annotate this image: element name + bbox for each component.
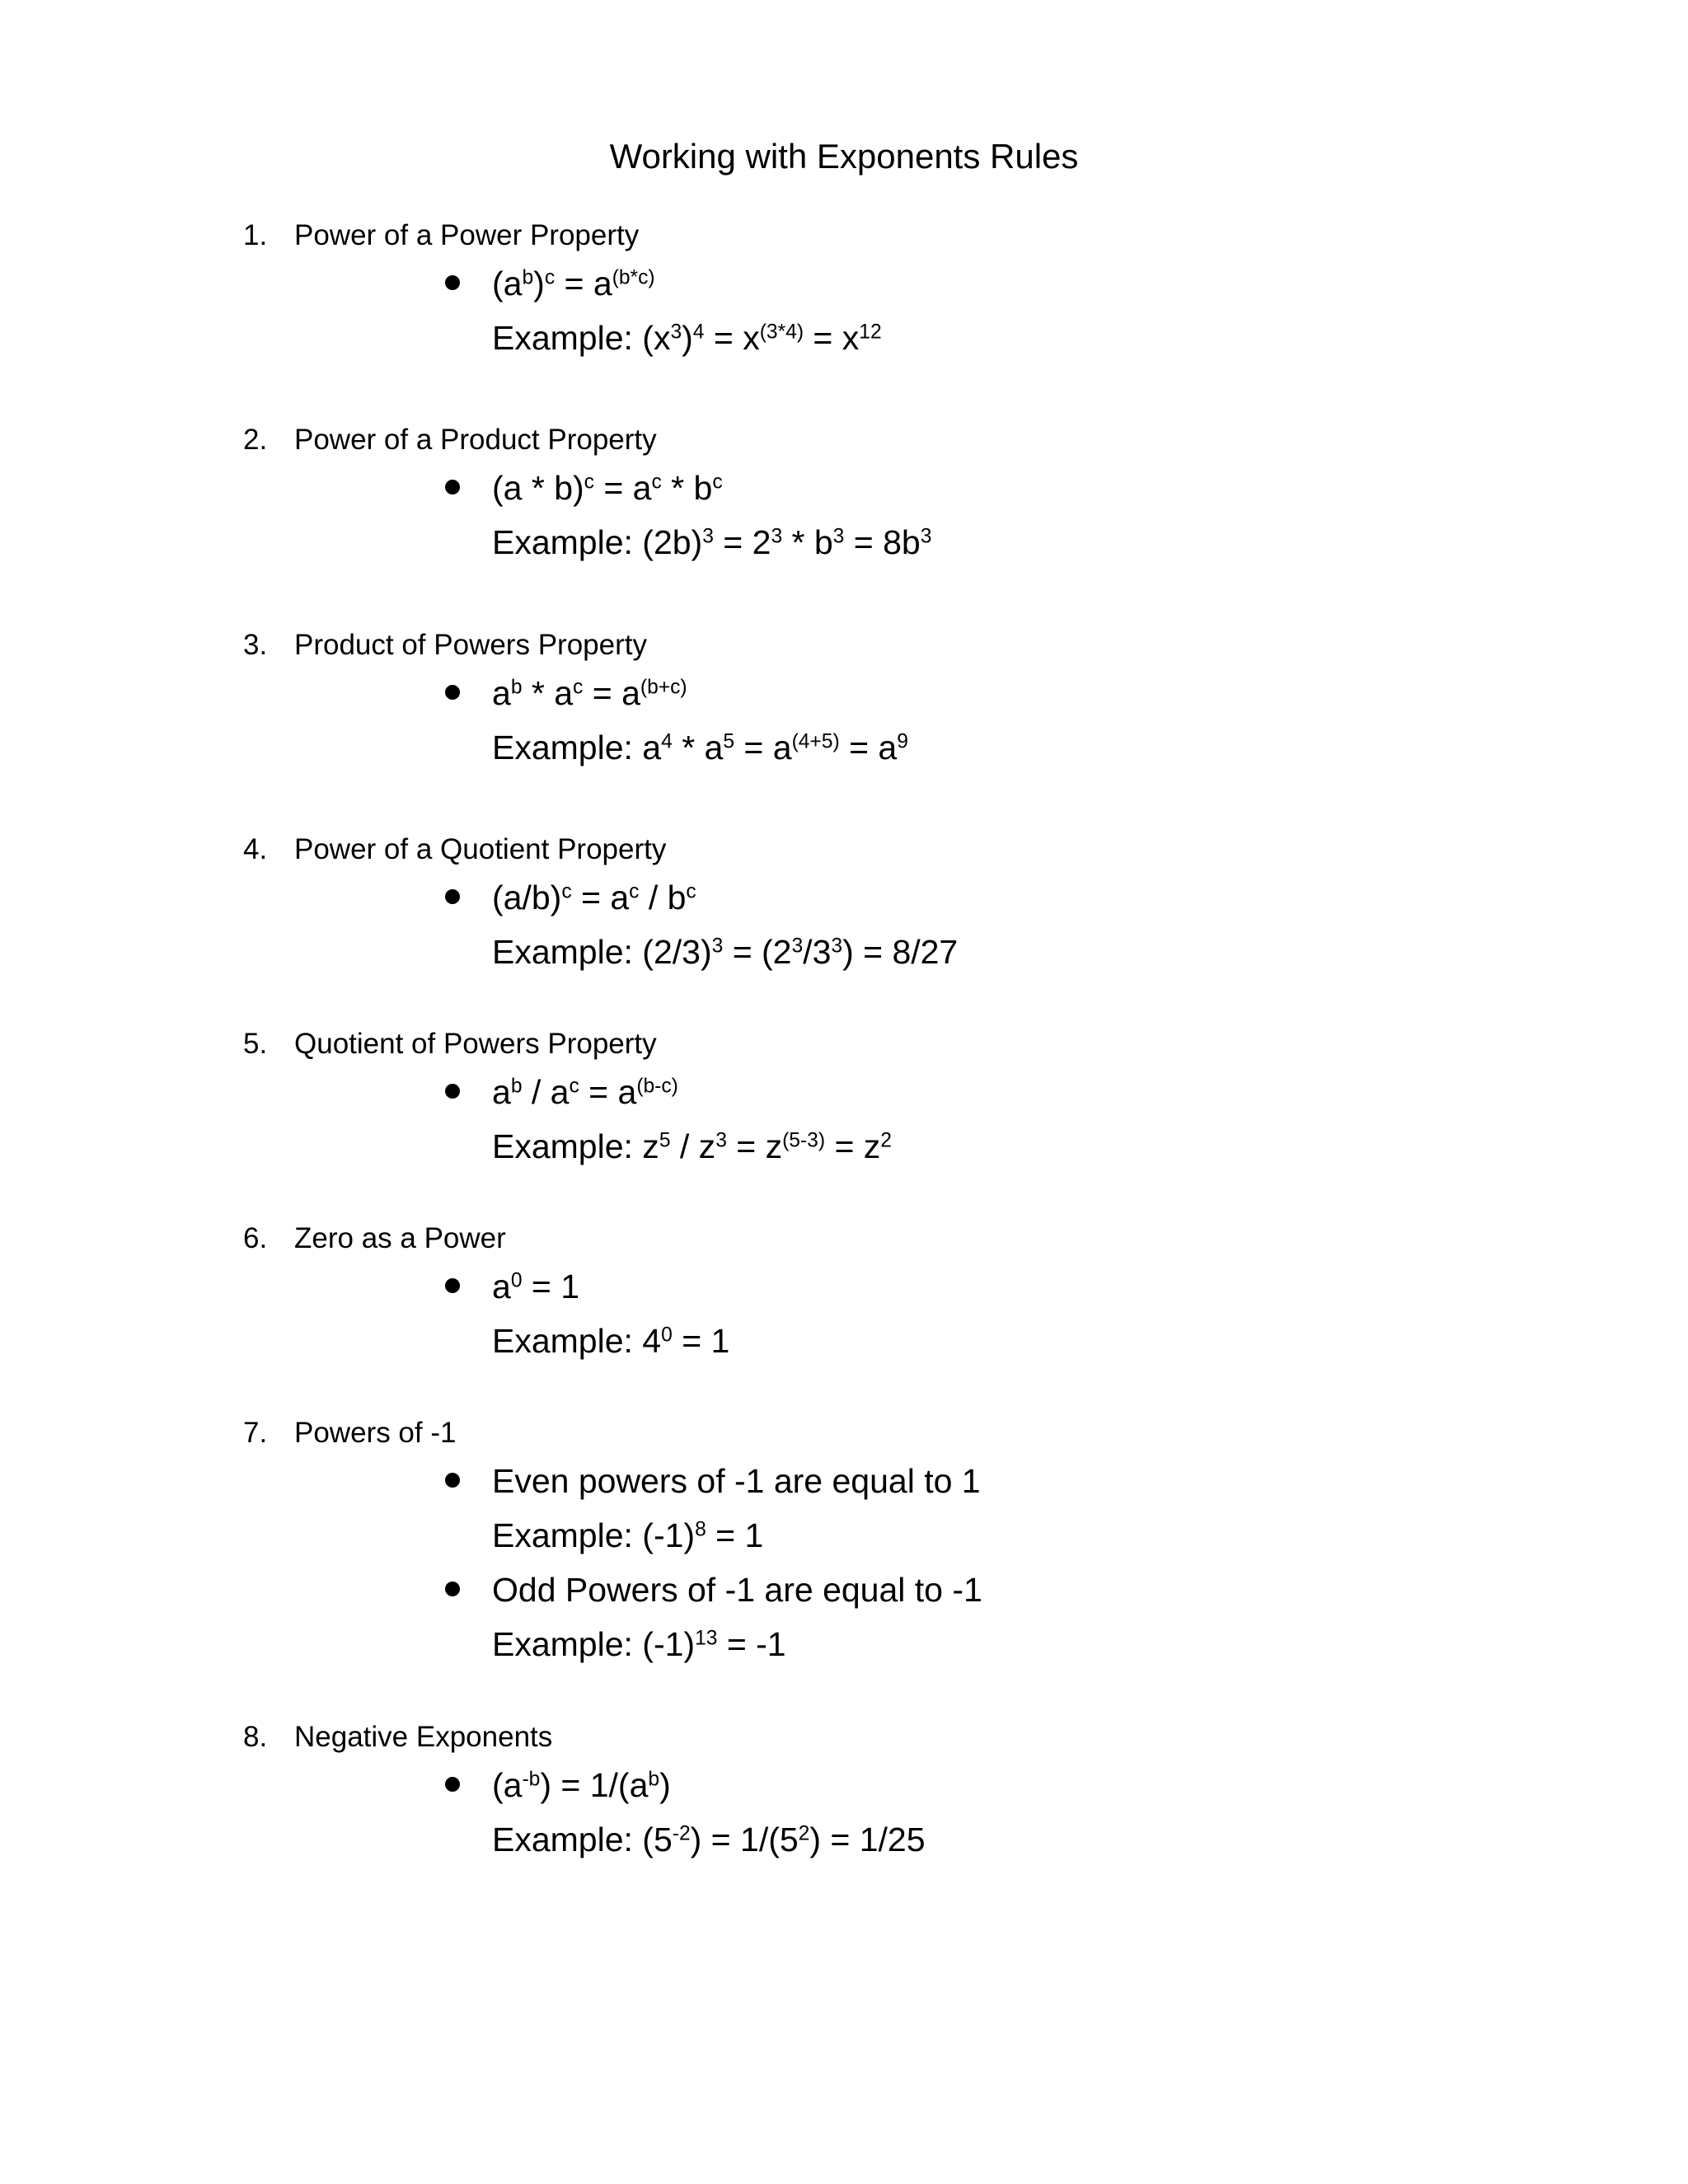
bullet-dot-icon [445,1777,460,1792]
rule-formula: $a^0 = 1$ [492,1268,580,1305]
rule-example: Example: $(-1)^8 = 1$ [492,1516,764,1554]
superscript: 2 [798,1822,810,1845]
rule-number: 5. [243,1028,268,1060]
superscript: 5 [723,730,735,753]
rule-heading [243,218,639,253]
superscript: (3*4) [759,321,804,344]
rule-heading [243,1720,552,1755]
superscript: b [510,676,523,699]
superscript: b [510,1075,523,1098]
superscript: c [544,266,556,289]
rule-name: Negative Exponents [294,1721,553,1753]
bullet-dot-icon [445,480,460,494]
rule-heading [243,1416,456,1451]
superscript: 2 [880,1129,892,1152]
rule-example: Example: $4^0 = 1$ [492,1322,730,1360]
superscript: 3 [702,525,714,548]
rule-name: Quotient of Powers Property [294,1028,657,1060]
bullet-dot-icon [445,1278,460,1293]
superscript: 3 [670,321,682,344]
superscript: c [561,880,572,903]
superscript: 12 [859,321,882,344]
rule-number: 2. [243,424,268,456]
superscript: -2 [672,1822,691,1845]
rule-heading [243,1027,657,1062]
superscript: 3 [711,935,724,958]
superscript: 3 [920,525,932,548]
superscript: (5-3) [782,1129,826,1152]
bullet-dot-icon [445,1582,460,1596]
rule-number: 7. [243,1417,268,1449]
rule-number: 6. [243,1222,268,1254]
rule-name: Power of a Power Property [294,219,640,251]
rule-formula: Odd Powers of -1 are equal to -1 [492,1571,982,1609]
rule-name: Product of Powers Property [294,629,647,661]
superscript: 5 [659,1129,671,1152]
rule-number: 8. [243,1721,268,1753]
bullet-dot-icon [445,275,460,290]
superscript: (b*c) [612,266,655,289]
superscript: c [573,676,584,699]
superscript: 8 [695,1518,706,1541]
rule-example: Example: $(x^3)^4 = x^{(3*4)} = x^{12}$ [492,319,882,357]
superscript: c [569,1075,579,1098]
rule-heading [243,1221,506,1256]
rule-formula: $(a/b)^c = a^c / b^c$ [492,879,696,916]
superscript: (4+5) [791,730,840,753]
superscript: 0 [510,1269,523,1292]
rule-heading [243,628,647,663]
document-title: Working with Exponents Rules [609,137,1079,176]
rule-name: Power of a Product Property [294,424,657,456]
rule-heading [243,832,666,867]
rule-example: Example: $(2b)^3 = 2^3 * b^3 = 8b^3$ [492,523,932,561]
bullet-dot-icon [445,889,460,904]
superscript: (b-c) [636,1075,678,1098]
rule-example: Example: $(2/3)^3 = (2^3/3^3) = 8/27$ [492,933,959,971]
rule-example: Example: $(5^{-2}) = 1/(5^2) = 1/25$ [492,1821,926,1858]
superscript: (b+c) [640,676,687,699]
superscript: 3 [771,525,783,548]
superscript: 13 [695,1627,718,1650]
superscript: c [629,880,640,903]
superscript: b [522,266,534,289]
rule-number: 4. [243,833,268,865]
rule-name: Powers of -1 [294,1417,457,1449]
rule-formula: $(a^b)^c = a^{(b*c)}$ [492,265,655,302]
rule-name: Power of a Quotient Property [294,833,667,865]
rule-formula: $a^b / a^c = a^{(b-c)}$ [492,1073,678,1111]
rule-example: Example: $a^4 * a^5 = a^{(4+5)} = a^9$ [492,729,908,766]
rule-heading [243,423,657,457]
superscript: 3 [791,935,804,958]
superscript: b [648,1768,660,1791]
superscript: c [686,880,696,903]
superscript: c [651,471,662,494]
rule-number: 3. [243,629,268,661]
superscript: 4 [692,321,705,344]
rule-formula: $(a * b)^c = a^c * b^c$ [492,469,723,507]
rule-name: Zero as a Power [294,1222,506,1254]
superscript: 9 [897,730,908,753]
superscript: -b [522,1768,541,1791]
superscript: 3 [831,935,843,958]
rule-formula: $a^b * a^c = a^{(b+c)}$ [492,674,687,712]
superscript: c [584,471,594,494]
superscript: 0 [661,1324,673,1347]
superscript: 3 [832,525,845,548]
rule-example: Example: $(-1)^{13} = -1$ [492,1625,786,1663]
bullet-dot-icon [445,1084,460,1099]
rule-formula: Even powers of -1 are equal to 1 [492,1462,981,1500]
bullet-dot-icon [445,685,460,700]
rule-number: 1. [243,219,268,251]
superscript: 4 [661,730,673,753]
superscript: c [712,471,723,494]
superscript: 3 [715,1129,727,1152]
bullet-dot-icon [445,1473,460,1488]
rule-example: Example: $z^5 / z^3 = z^{(5-3)} = z^2$ [492,1127,892,1165]
rule-formula: $(a^{-b}) = 1/(a^b)$ [492,1766,671,1804]
